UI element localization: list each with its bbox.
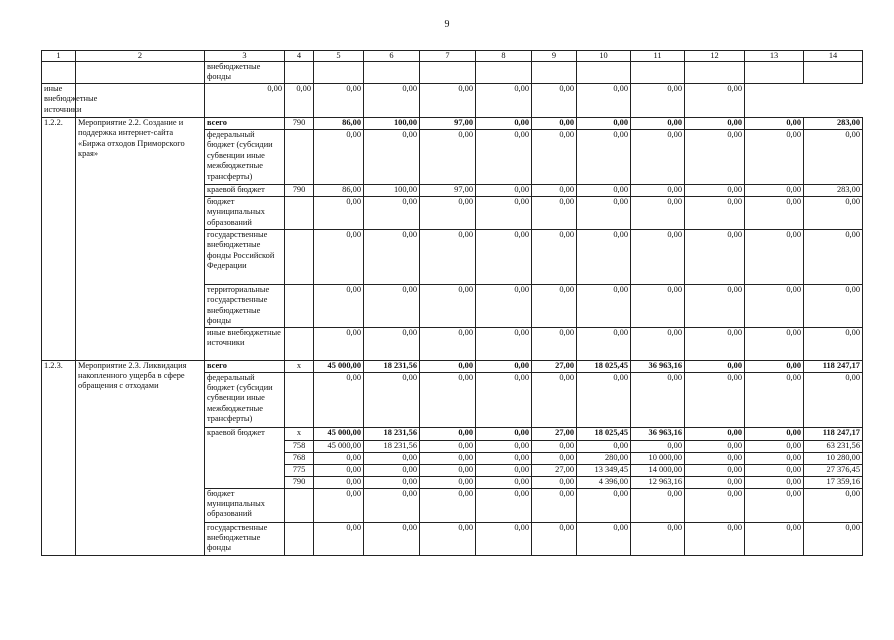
table-cell: 0,00 [420,522,476,555]
table-cell: 0,00 [685,230,745,285]
table-cell: 10 000,00 [631,452,685,464]
column-header: 4 [285,51,314,62]
table-cell: 0,00 [804,522,863,555]
table-cell [285,230,314,285]
table-cell: 0,00 [577,84,631,118]
table-cell: 0,00 [476,185,532,197]
table-cell: 0,00 [631,130,685,185]
table-cell: иные внебюджетные источники [205,327,285,360]
table-cell [76,62,205,84]
table-cell: 775 [285,464,314,476]
table-cell: 0,00 [420,130,476,185]
table-cell: 0,00 [685,360,745,372]
table-cell: 0,00 [745,464,804,476]
table-cell: 0,00 [476,285,532,328]
column-header: 8 [476,51,532,62]
table-cell: 63 231,56 [804,440,863,452]
table-cell: 0,00 [685,130,745,185]
table-cell: 0,00 [532,197,577,230]
column-header: 11 [631,51,685,62]
table-cell: 10 280,00 [804,452,863,464]
table-cell: 0,00 [314,476,364,488]
table-cell: 0,00 [476,464,532,476]
table-cell [364,62,420,84]
table-cell: 0,00 [685,488,745,522]
table-cell [314,62,364,84]
table-cell: 0,00 [685,522,745,555]
table-cell: 0,00 [364,476,420,488]
table-cell: 0,00 [577,327,631,360]
table-cell: иные внебюджетные источники [42,84,76,118]
table-cell: 0,00 [420,488,476,522]
table-cell: 17 359,16 [804,476,863,488]
table-cell: 0,00 [285,84,314,118]
table-cell: 0,00 [577,118,631,130]
table-cell: 0,00 [532,440,577,452]
table-cell: 0,00 [476,84,532,118]
table-cell: 0,00 [631,230,685,285]
column-header: 10 [577,51,631,62]
table-cell: 1.2.3. [42,360,76,555]
table-cell: 0,00 [745,197,804,230]
table-cell: 0,00 [577,285,631,328]
table-cell: 0,00 [420,476,476,488]
table-cell: 0,00 [532,488,577,522]
column-header: 12 [685,51,745,62]
table-cell: 790 [285,118,314,130]
table-cell: 0,00 [364,464,420,476]
table-cell: 0,00 [745,185,804,197]
table-cell: 0,00 [804,130,863,185]
table-cell: 0,00 [745,327,804,360]
table-cell: 18 231,56 [364,360,420,372]
table-cell: 0,00 [685,372,745,427]
table-cell: 45 000,00 [314,427,364,440]
table-cell: 100,00 [364,185,420,197]
table-cell: государственные внебюджетные фонды [205,522,285,555]
table-cell: 18 025,45 [577,427,631,440]
table-cell: 13 349,45 [577,464,631,476]
table-row [42,62,863,84]
table-cell: 86,00 [314,185,364,197]
column-header: 14 [804,51,863,62]
table-cell: 0,00 [745,522,804,555]
table-cell: 0,00 [631,197,685,230]
table-cell: 0,00 [364,452,420,464]
table-cell: 27 376,45 [804,464,863,476]
table-cell [285,327,314,360]
table-cell: 0,00 [364,197,420,230]
table-row [42,118,863,130]
table-cell [685,62,745,84]
table-cell: 0,00 [532,118,577,130]
table-cell: 0,00 [685,285,745,328]
table-cell: 118 247,17 [804,427,863,440]
table-cell: 0,00 [685,118,745,130]
table-cell: 0,00 [364,84,420,118]
column-header: 9 [532,51,577,62]
table-cell: 280,00 [577,452,631,464]
table-cell: 0,00 [314,84,364,118]
table-cell: 0,00 [532,130,577,185]
table-cell: 0,00 [314,464,364,476]
table-cell: федеральный бюджет (субсидии субвенции иные межбюджетные трансферты) [205,372,285,427]
table-cell: 0,00 [804,488,863,522]
table-cell: 0,00 [745,476,804,488]
table-cell: 0,00 [631,488,685,522]
table-cell: 14 000,00 [631,464,685,476]
table-cell: 0,00 [631,285,685,328]
table-cell: 0,00 [420,327,476,360]
column-header: 6 [364,51,420,62]
table-cell: 0,00 [745,360,804,372]
table-cell: 0,00 [631,522,685,555]
table-cell: 0,00 [685,464,745,476]
table-cell: 0,00 [314,488,364,522]
table-cell: 0,00 [532,476,577,488]
table-cell [285,130,314,185]
table-cell: 0,00 [314,522,364,555]
table-cell: краевой бюджет [205,427,285,488]
table-cell: 0,00 [685,427,745,440]
table-cell: 0,00 [804,327,863,360]
page-number: 9 [444,19,450,30]
table-cell: 0,00 [745,488,804,522]
table-cell: 0,00 [631,185,685,197]
table-cell: 27,00 [532,464,577,476]
table-cell: 0,00 [364,522,420,555]
table-cell [745,62,804,84]
table-cell: 0,00 [420,360,476,372]
table-cell: 100,00 [364,118,420,130]
table-cell: 0,00 [476,452,532,464]
table-cell: 0,00 [314,130,364,185]
table-cell: 0,00 [577,522,631,555]
table-cell: 0,00 [420,427,476,440]
table-cell: 0,00 [420,285,476,328]
table-cell: 283,00 [804,185,863,197]
table-cell: 0,00 [364,130,420,185]
table-cell: 86,00 [314,118,364,130]
table-cell: 1.2.2. [42,118,76,361]
table-cell [476,62,532,84]
table-cell: 0,00 [476,440,532,452]
table-cell [285,285,314,328]
table-cell [420,62,476,84]
table-cell: бюджет муниципальных образований [205,488,285,522]
table-cell: 0,00 [420,464,476,476]
table-cell: 0,00 [577,488,631,522]
table-cell: 0,00 [745,285,804,328]
table-cell: государственные внебюджетные фонды Российской Федерации [205,230,285,285]
column-header: 1 [42,51,76,62]
table-cell [631,62,685,84]
table-cell: 0,00 [476,360,532,372]
table-cell: 97,00 [420,118,476,130]
table-cell: Мероприятие 2.3. Ликвидация накопленного ущерба в сфере обращения с отходами [76,360,205,555]
table-cell [285,488,314,522]
table-cell: 0,00 [532,327,577,360]
table-cell: 0,00 [364,285,420,328]
table-cell: 0,00 [476,488,532,522]
table-cell: 0,00 [420,230,476,285]
table-cell: 0,00 [532,185,577,197]
table-cell: 0,00 [577,440,631,452]
table-cell: 0,00 [804,230,863,285]
table-cell: 0,00 [476,476,532,488]
table-cell: 0,00 [476,327,532,360]
table-cell: 0,00 [532,285,577,328]
column-header: 13 [745,51,804,62]
table-cell: внебюджетные фонды [205,62,285,84]
table-cell: 45 000,00 [314,440,364,452]
table-cell: 0,00 [420,452,476,464]
table-cell: 0,00 [364,327,420,360]
column-header: 5 [314,51,364,62]
table-cell: 0,00 [476,372,532,427]
table-cell: 0,00 [685,185,745,197]
table-cell: 0,00 [420,440,476,452]
table-cell [285,62,314,84]
table-cell: 4 396,00 [577,476,631,488]
table-cell: 0,00 [577,230,631,285]
table-cell: 0,00 [745,118,804,130]
table-cell: 0,00 [577,197,631,230]
table-cell: х [285,427,314,440]
table-cell: 0,00 [745,452,804,464]
table-cell: 790 [285,476,314,488]
table-cell: 283,00 [804,118,863,130]
table-cell: 0,00 [476,118,532,130]
table-cell: всего [205,118,285,130]
table-cell: 0,00 [364,230,420,285]
table-cell: 0,00 [745,230,804,285]
table-cell [804,62,863,84]
table-cell: 0,00 [532,522,577,555]
table-cell: 0,00 [631,372,685,427]
table-cell [285,522,314,555]
table-cell: 0,00 [685,197,745,230]
table-cell: краевой бюджет [205,185,285,197]
table-cell: 0,00 [364,488,420,522]
table-cell: х [285,360,314,372]
table-cell: 27,00 [532,360,577,372]
table-cell: 18 231,56 [364,427,420,440]
table-cell: 97,00 [420,185,476,197]
table-cell: 0,00 [745,372,804,427]
table-cell: 0,00 [577,372,631,427]
table-cell: 12 963,16 [631,476,685,488]
table-cell: 0,00 [745,427,804,440]
table-cell: 0,00 [804,285,863,328]
table-cell: 0,00 [745,130,804,185]
table-cell [532,62,577,84]
column-header: 3 [205,51,285,62]
table-row [42,84,863,118]
table-cell: 0,00 [314,372,364,427]
table-cell: 0,00 [476,522,532,555]
table-cell: 0,00 [685,452,745,464]
table-cell: 118 247,17 [804,360,863,372]
table-cell: 758 [285,440,314,452]
table-cell: 0,00 [685,476,745,488]
table-cell: 0,00 [314,197,364,230]
table-cell: 27,00 [532,427,577,440]
table-cell: 0,00 [745,440,804,452]
table-cell: 0,00 [476,130,532,185]
table-cell: 0,00 [420,197,476,230]
table-cell: 0,00 [532,452,577,464]
table-cell: 0,00 [631,440,685,452]
table-cell: 0,00 [804,372,863,427]
table-cell: 0,00 [476,197,532,230]
table-cell: 768 [285,452,314,464]
table-cell: 36 963,16 [631,427,685,440]
table-cell: 0,00 [314,327,364,360]
table-cell: бюджет муниципальных образований [205,197,285,230]
table-cell: 0,00 [577,185,631,197]
table-cell: 0,00 [476,230,532,285]
table-cell: 18 025,45 [577,360,631,372]
table-cell: территориальные государственные внебюджетные фонды [205,285,285,328]
table-cell: 0,00 [532,84,577,118]
table-cell: 0,00 [314,230,364,285]
table-cell: 0,00 [631,327,685,360]
table-cell: 0,00 [420,84,476,118]
table-header-row [42,51,863,62]
table-cell: всего [205,360,285,372]
table-cell: 45 000,00 [314,360,364,372]
table-cell: 0,00 [631,118,685,130]
table-cell: 0,00 [364,372,420,427]
budget-table [41,50,863,556]
table-cell: 0,00 [420,372,476,427]
table-cell: 0,00 [804,197,863,230]
table-cell [285,372,314,427]
table-cell: федеральный бюджет (субсидии субвенции иные межбюджетные трансферты) [205,130,285,185]
table-cell: 0,00 [476,427,532,440]
table-cell [42,62,76,84]
table-cell [285,197,314,230]
table-cell: 0,00 [532,372,577,427]
table-cell: 0,00 [314,452,364,464]
table-cell: 0,00 [685,327,745,360]
table-cell: 0,00 [685,440,745,452]
table-cell: 36 963,16 [631,360,685,372]
table-cell [577,62,631,84]
table-cell: 0,00 [314,285,364,328]
table-cell: 0,00 [631,84,685,118]
table-cell: 790 [285,185,314,197]
table-cell: 0,00 [685,84,745,118]
column-header: 7 [420,51,476,62]
table-cell: Мероприятие 2.2. Создание и поддержка интернет-сайта «Биржа отходов Приморского края» [76,118,205,361]
table-cell: 0,00 [205,84,285,118]
table-cell: 18 231,56 [364,440,420,452]
table-cell: 0,00 [532,230,577,285]
table-cell: 0,00 [577,130,631,185]
table-row [42,360,863,372]
column-header: 2 [76,51,205,62]
